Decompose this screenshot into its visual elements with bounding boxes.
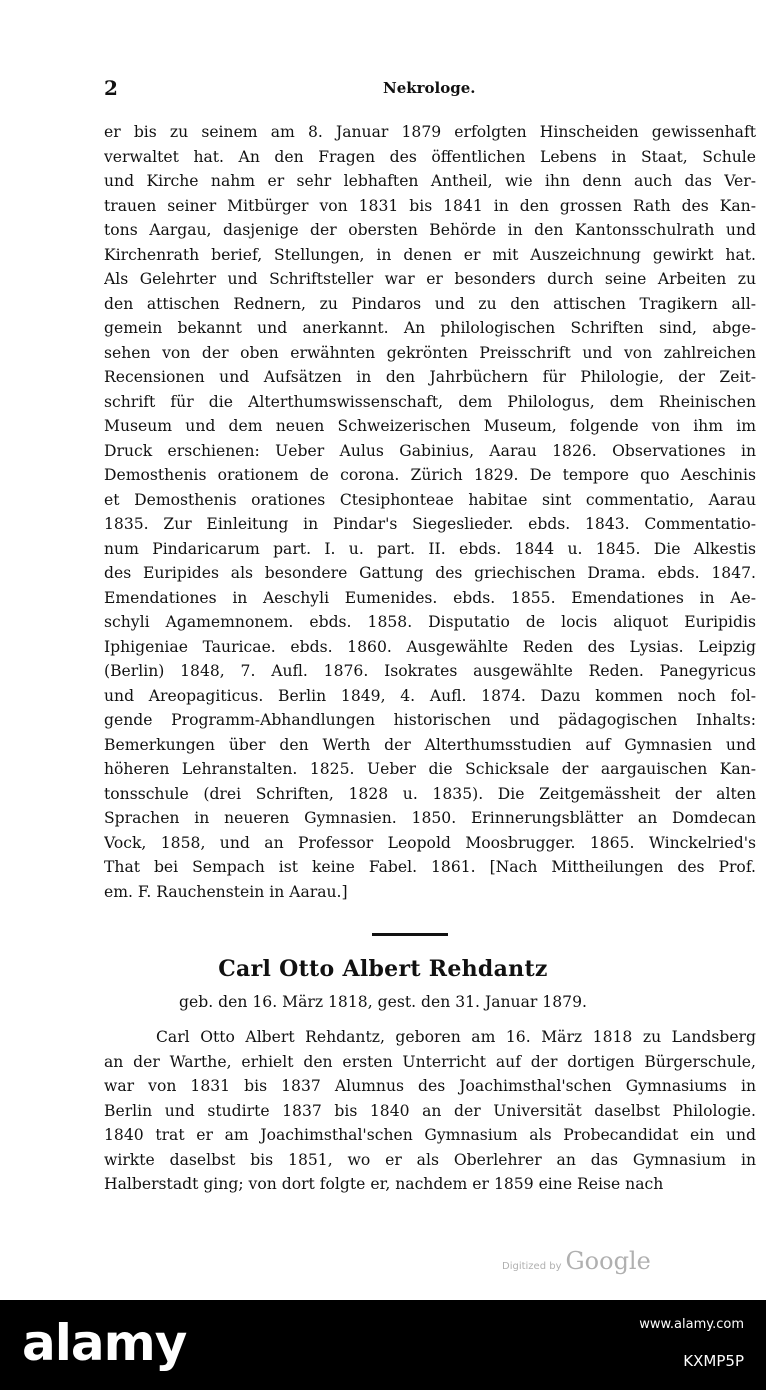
digitized-watermark xyxy=(502,1247,651,1275)
watermark-prefix: Digitized by xyxy=(502,1261,562,1272)
text-line: Halberstadt ging; von dort folgte er, nachdem er 1859 eine Reise nach xyxy=(104,1175,664,1193)
text-line: Emendationes in Aeschyli Eumenides. ebds. 1855. Emendationes in Ae- xyxy=(104,588,756,607)
text-line: schrift für die Alterthumswissenschaft, dem Philologus, dem Rheinischen xyxy=(104,392,756,411)
text-line: und Areopagiticus. Berlin 1849, 4. Aufl. 1874. Dazu kommen noch fol- xyxy=(104,686,756,705)
text-line: Berlin und studirte 1837 bis 1840 an der Universität daselbst Philologie. xyxy=(104,1101,756,1120)
text-line: wirkte daselbst bis 1851, wo er als Oberlehrer an das Gymnasium in xyxy=(104,1150,756,1169)
text-line: trauen seiner Mitbürger von 1831 bis 1841 in den grossen Rath des Kan- xyxy=(104,196,756,215)
text-line: 1840 trat er am Joachimsthal'schen Gymnasium als Probecandidat ein und xyxy=(104,1126,756,1144)
text-line: Bemerkungen über den Werth der Alterthumsstudien auf Gymnasien und xyxy=(104,735,756,754)
banner-url: www.alamy.com xyxy=(639,1317,744,1332)
text-line: (Berlin) 1848, 7. Aufl. 1876. Isokrates ausgewählte Reden. Panegyricus xyxy=(104,662,756,680)
text-line: tonsschule (drei Schriften, 1828 u. 1835). Die Zeitgemässheit der alten xyxy=(104,784,756,803)
text-line: Museum und dem neuen Schweizerischen Museum, folgende von ihm im xyxy=(104,417,756,435)
google-logo: Google xyxy=(565,1247,651,1275)
text-line: em. F. Rauchenstein in Aarau.] xyxy=(104,882,348,901)
text-line: Demosthenis orationem de corona. Zürich 1829. De tempore quo Aeschinis xyxy=(104,466,756,484)
text-line: Iphigeniae Tauricae. ebds. 1860. Ausgewählte Reden des Lysias. Leipzig xyxy=(104,637,756,656)
text-line: gende Programm-Abhandlungen historischen und pädagogischen Inhalts: xyxy=(104,711,756,729)
text-line: den attischen Rednern, zu Pindaros und zu den attischen Tragikern all- xyxy=(104,294,756,313)
banner-image-id: KXMP5P xyxy=(683,1352,744,1370)
obituary-2-title: Carl Otto Albert Rehdantz xyxy=(218,956,548,982)
section-divider xyxy=(372,933,448,936)
text-line: Carl Otto Albert Rehdantz, geboren am 16. März 1818 zu Landsberg xyxy=(156,1028,756,1046)
text-line: That bei Sempach ist keine Fabel. 1861. [Nach Mittheilungen des Prof. xyxy=(104,858,756,876)
text-line: und Kirche nahm er sehr lebhaften Antheil, wie ihn denn auch das Ver- xyxy=(104,172,756,190)
text-line: Druck erschienen: Ueber Aulus Gabinius, Aarau 1826. Observationes in xyxy=(104,441,756,460)
obituary-1-text xyxy=(104,120,756,904)
text-line: Recensionen und Aufsätzen in den Jahrbüchern für Philologie, der Zeit- xyxy=(104,368,756,386)
text-line: et Demosthenis orationes Ctesiphonteae habitae sint commentatio, Aarau xyxy=(104,490,756,509)
text-line: schyli Agamemnonem. ebds. 1858. Disputatio de locis aliquot Euripidis xyxy=(104,613,756,631)
text-line: er bis zu seinem am 8. Januar 1879 erfolgten Hinscheiden gewissenhaft xyxy=(104,123,756,141)
text-line: des Euripides als besondere Gattung des griechischen Drama. ebds. 1847. xyxy=(104,564,756,582)
text-line: Vock, 1858, und an Professor Leopold Moosbrugger. 1865. Winckelried's xyxy=(104,833,756,852)
obituary-2-dates: geb. den 16. März 1818, gest. den 31. Januar 1879. xyxy=(179,993,587,1011)
text-line: Kirchenrath berief, Stellungen, in denen er mit Auszeichnung gewirkt hat. xyxy=(104,245,756,264)
text-line: gemein bekannt und anerkannt. An philologischen Schriften sind, abge- xyxy=(104,319,756,337)
text-line: 1835. Zur Einleitung in Pindar's Siegeslieder. ebds. 1843. Commentatio- xyxy=(104,515,756,533)
text-line: höheren Lehranstalten. 1825. Ueber die Schicksale der aargauischen Kan- xyxy=(104,760,756,778)
text-line: Sprachen in neueren Gymnasien. 1850. Erinnerungsblätter an Domdecan xyxy=(104,809,756,827)
text-line: an der Warthe, erhielt den ersten Unterricht auf der dortigen Bürgerschule, xyxy=(104,1052,756,1071)
obituary-2-text xyxy=(104,1025,756,1197)
text-line: tons Aargau, dasjenige der obersten Behörde in den Kantonsschulrath und xyxy=(104,221,756,239)
page-number: 2 xyxy=(104,76,118,100)
text-line: verwaltet hat. An den Fragen des öffentlichen Lebens in Staat, Schule xyxy=(104,147,756,166)
text-line: sehen von der oben erwähnten gekrönten Preisschrift und von zahlreichen xyxy=(104,343,756,362)
alamy-logo: alamy xyxy=(22,1314,187,1372)
text-line: num Pindaricarum part. I. u. part. II. ebds. 1844 u. 1845. Die Alkestis xyxy=(104,539,756,558)
running-head: Nekrologe. xyxy=(383,79,476,97)
text-line: Als Gelehrter und Schriftsteller war er besonders durch seine Arbeiten zu xyxy=(104,270,756,288)
text-line: war von 1831 bis 1837 Alumnus des Joachimsthal'schen Gymnasiums in xyxy=(104,1077,756,1095)
